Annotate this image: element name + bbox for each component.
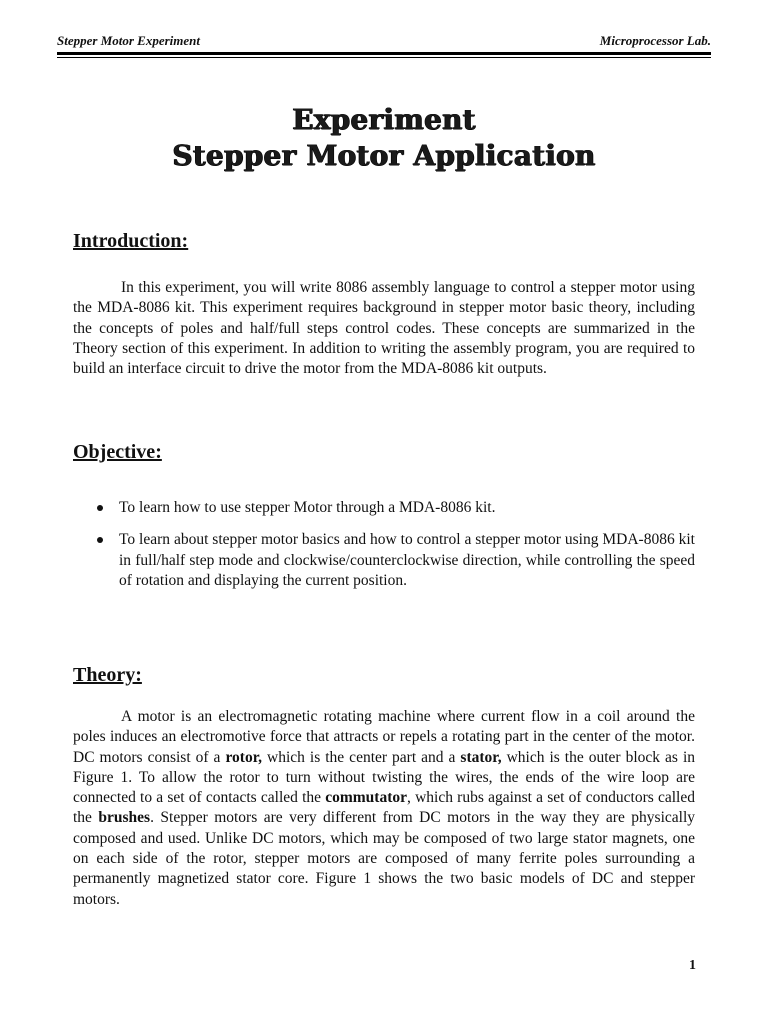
objective-list [73,498,695,591]
objective-item-1: To learn how to use stepper Motor through a MDA-8086 kit. [119,499,496,516]
introduction-text: In this experiment, you will write 8086 assembly language to control a stepper motor using the MDA-8086 kit. This experiment requires background in stepper motor basic theory, including the concepts of poles and half/full steps control codes. These concepts are summarized in the Theory section of this experiment. In addition to writing the assembly program, you are required to build an interface circuit to drive the motor from the MDA-8086 kit outputs. [73,279,695,378]
header-rule [57,52,711,58]
list-item [73,498,695,518]
bullet-icon [97,505,103,511]
theory-text-5: . Stepper motors are very different from DC motors in the way they are physically composed and used. Unlike DC motors, which may be composed of two large stator magnets, one on each side of the rotor, stepper motors are composed of many ferrite poles surrounding a permanently magnetized stator core. Figure 1 shows the two basic models of DC and stepper motors. [73,809,696,908]
term-brushes: brushes [98,809,151,827]
list-item [73,530,695,591]
term-commutator: commutator [325,789,408,807]
theory-heading: Theory: [73,664,142,686]
bullet-icon [97,537,103,543]
introduction-paragraph [73,278,695,379]
term-stator: stator, [460,748,502,766]
introduction-heading: Introduction: [73,230,189,252]
theory-text-4: , which rubs against a set of conductors called the [73,789,695,827]
theory-text-2: which is the center part and a [262,748,461,766]
document-title [0,102,768,174]
title-line-2: Stepper Motor Application [172,139,596,172]
page-header [57,33,711,49]
header-right: Microprocessor Lab. [599,33,711,48]
theory-text-3: which is the outer block as in Figure 1. To allow the rotor to turn without twisting the wires, the ends of the wire loop are connected to a set of contacts called the [73,748,695,807]
theory-paragraph [73,707,695,910]
term-rotor: rotor, [225,748,263,766]
title-line-1: Experiment [292,103,476,136]
objective-heading: Objective: [73,441,162,463]
header-left: Stepper Motor Experiment [57,33,201,48]
objective-item-2: To learn about stepper motor basics and how to control a stepper motor using MDA-8086 kit in full/half step mode and clockwise/counterclockwise direction, while controlling the speed of rotation and displaying the current position. [119,531,695,589]
theory-text-1: A motor is an electromagnetic rotating machine where current flow in a coil around the poles induces an electromotive force that attracts or repels a rotating part in the center of the motor. DC motors consist of a [73,708,695,766]
page-number: 1 [689,958,696,973]
